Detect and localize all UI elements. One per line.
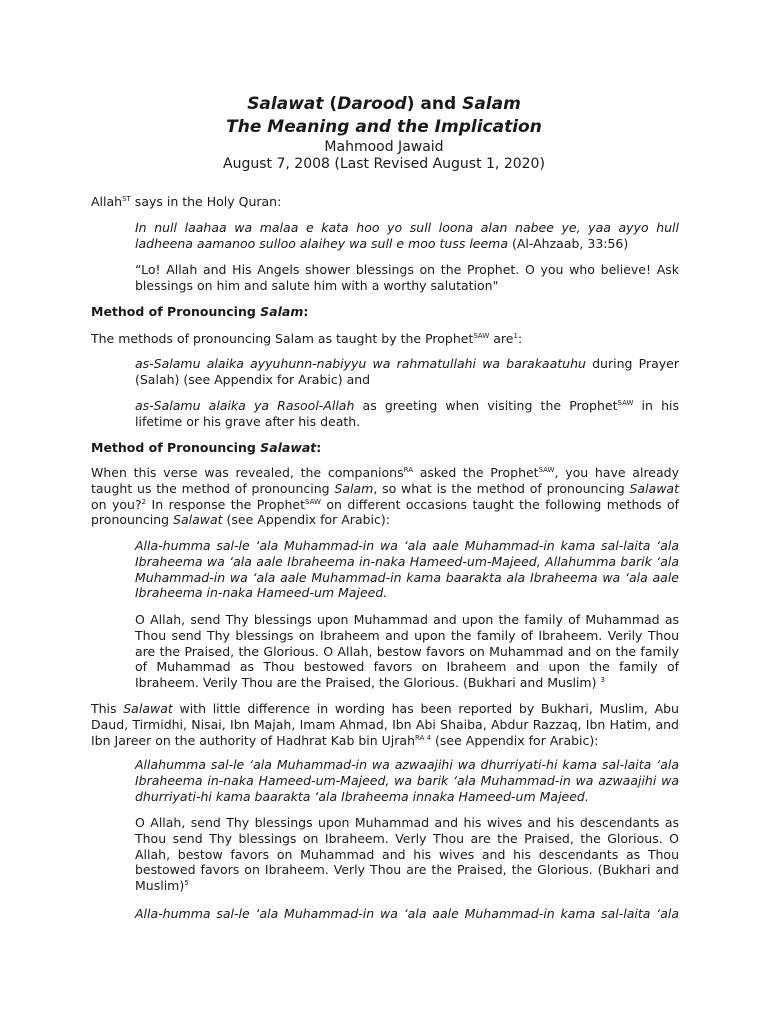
p2-c: (see Appendix for Arabic):	[431, 732, 599, 748]
salawat-1-translit-text: Alla-humma sal-le ‘ala Muhammad-in wa ‘ala aale Muhammad-in kama sal-laita ‘ala Ibraheema wa ‘ala aale Ibraheema in-naka Hameed-um-Majeed, Allahumma barik ‘ala Muhammad-in wa ‘ala aale Muhammad-in kama baarakta ala Ibraheema wa ‘ala aale Ibraheema in-naka Hameed-um Majeed.	[135, 538, 679, 601]
p1-b: asked the Prophet	[412, 465, 539, 480]
p1-sup-saw-2: SAW	[305, 497, 321, 506]
date: August 7, 2008 (Last Revised August 1, 2020)	[223, 156, 545, 172]
salawat-3-transliteration	[135, 906, 679, 922]
salawat-2-translation-text: O Allah, send Thy blessings upon Muhammad and his wives and his descendants as Thou send Thy blessings on Ibraheem. Verly Thou are the Praised, the Glorious. O Allah, bestow favors on Muhammad and his wives and his descendants as Thou bestowed favors on Ibraheem. Verly Thou are the Praised, the Glorious. (Bukhari and Muslim)	[135, 815, 679, 894]
footnote-ref-2: 2	[141, 497, 147, 506]
salawat-report-paragraph	[91, 701, 679, 748]
intro-paragraph	[91, 194, 679, 210]
salawat-1-translation-text: O Allah, send Thy blessings upon Muhammad and upon the family of Muhammad as Thou send Thy blessings on Ibraheem and upon the family of Ibraheem. Verily Thou are the Praised, the Glorious. O Allah, bestow favors on Muhammad and on the family of Muhammad as Thou bestowed favors on Ibraheem and upon the family of Ibraheem. Verily Thou are the Praised, the Glorious. (Bukhari and Muslim)	[135, 612, 679, 691]
title-paren-open: (	[323, 94, 338, 114]
title-salam: Salam	[462, 94, 521, 114]
title-line-2: The Meaning and the Implication	[226, 117, 542, 137]
title-salawat: Salawat	[247, 94, 324, 114]
p1-sup-saw: SAW	[538, 466, 555, 474]
salawat-intro-paragraph	[91, 465, 679, 528]
salam-method-2-translit: as-Salamu alaika ya Rasool-Allah	[135, 398, 355, 413]
salawat-2-translit-text: Allahumma sal-le ‘ala Muhammad-in wa azwaajihi wa dhurriyati-hi kama sal-laita ‘ala Ibraheema in-naka Hameed-um-Majeed, wa barik ‘ala Muhammad-in wa azwaajihi wa dhurriyati-hi kama baarakta ‘ala Ibraheema innaka Hameed-um Majeed.	[135, 757, 679, 804]
title-line-1	[0, 93, 768, 115]
salam-intro-b: are	[489, 331, 514, 346]
verse-translation: “Lo! Allah and His Angels shower blessings on the Prophet. O you who believe! Ask blessings on him and salute him with a worthy salutation"	[135, 262, 679, 293]
footnote-ref-3: 3	[600, 676, 605, 685]
p1-sup-ra: RA	[403, 466, 413, 474]
salawat-heading-a: Method of Pronouncing	[91, 440, 261, 455]
salam-heading	[91, 304, 679, 320]
p1-e: on you?	[91, 496, 142, 512]
salam-intro-c: :	[517, 331, 523, 346]
footnote-ref-1: 1	[513, 332, 518, 340]
p2-a: This	[91, 701, 124, 716]
footnote-ref-5: 5	[184, 879, 189, 888]
salam-method-1	[135, 356, 679, 388]
salawat-heading-c: :	[316, 440, 322, 455]
salam-heading-c: :	[303, 304, 309, 319]
p1-d: , so what is the method of pronouncing	[373, 480, 630, 496]
intro-text-a: Allah	[91, 194, 123, 209]
salam-intro-sup: SAW	[473, 332, 490, 340]
salam-heading-a: Method of Pronouncing	[91, 304, 261, 319]
p2-sup-ra-4: RA 4	[415, 733, 432, 742]
p2-italic-salawat: Salawat	[123, 701, 173, 716]
salam-method-1-rest: during Prayer (Salah) (see Appendix for Arabic) and	[135, 356, 679, 387]
salawat-2-transliteration	[135, 757, 679, 804]
p1-italic-salam: Salam	[334, 480, 374, 496]
intro-superscript: ST	[122, 195, 131, 203]
p1-a: When this verse was revealed, the companions	[91, 465, 404, 480]
salawat-heading	[91, 440, 679, 456]
salawat-2-translation	[135, 815, 679, 894]
verse-transliteration	[135, 220, 679, 252]
p1-italic-salawat-2: Salawat	[173, 512, 223, 528]
p1-h: (see Appendix for Arabic):	[222, 512, 390, 528]
p1-italic-salawat: Salawat	[629, 480, 679, 496]
p1-g: on different occasions taught the following methods of pronouncing	[91, 496, 679, 528]
intro-text-b: says in the Holy Quran:	[130, 194, 282, 209]
salam-method-2-sup: SAW	[617, 399, 634, 407]
salam-method-2-a: as greeting when visiting the Prophet	[354, 398, 618, 413]
p2-b: with little difference in wording has been reported by Bukhari, Muslim, Abu Daud, Tirmidhi, Nisai, Ibn Majah, Imam Ahmad, Ibn Abi Shaiba, Abdur Razzaq, Ibn Hatim, and Ibn Jareer on the authority of Hadhrat Kab bin Ujrah	[91, 701, 679, 748]
title-darood: Darood	[337, 94, 407, 114]
salam-method-2	[135, 398, 679, 430]
verse-translit-text: In null laahaa wa malaa e kata hoo yo sull loona alan nabee ye, yaa ayyo hull ladheena aamanoo sulloo alaihey wa sull e moo tuss leema	[135, 220, 679, 251]
salawat-1-translation	[135, 612, 679, 691]
verse-reference: (Al-Ahzaab, 33:56)	[508, 235, 629, 251]
salawat-1-transliteration	[135, 538, 679, 601]
p1-c: , you have already taught us the method of pronouncing	[91, 465, 679, 496]
salawat-heading-b: Salawat	[260, 440, 317, 455]
author: Mahmood Jawaid	[324, 139, 444, 155]
salam-intro-a: The methods of pronouncing Salam as taught by the Prophet	[91, 331, 474, 346]
p1-f: In response the Prophet	[146, 496, 306, 512]
salawat-3-translit-text: Alla-humma sal-le ‘ala Muhammad-in wa ‘ala aale Muhammad-in kama sal-laita ‘ala	[135, 906, 679, 921]
salam-method-2-b: in his lifetime or his grave after his death.	[135, 398, 680, 429]
salam-intro	[91, 331, 679, 347]
salam-method-1-translit: as-Salamu alaika ayyuhunn-nabiyyu wa rahmatullahi wa barakaatuhu	[135, 356, 586, 371]
title-and: ) and	[406, 94, 463, 114]
salam-heading-b: Salam	[260, 304, 304, 319]
